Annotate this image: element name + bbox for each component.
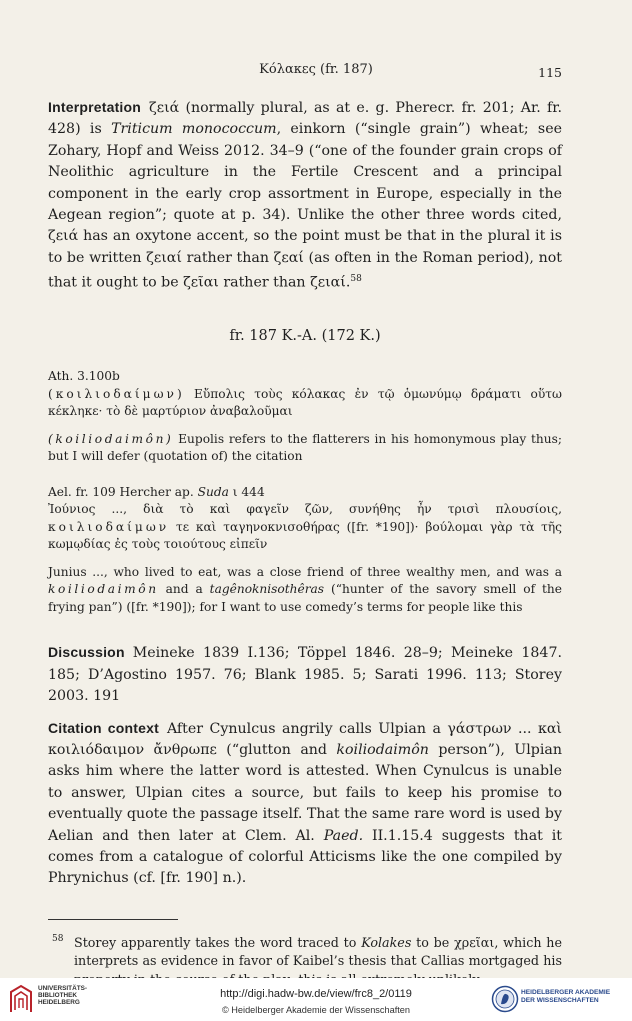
aelian-translation: Junius ..., who lived to eat, was a close friend of three wealthy men, and was a koiliodaimôn and a tagênoknisothêras (“hunter of the savory smell of the frying pan”) ([fr. *190]); for I want to use comedy’s terms for people like this [48,564,562,614]
footnote-number: 58 [52,933,64,944]
running-head: Κόλακες (fr. 187) [259,62,373,77]
aelian-greek: Ἰούνιος ..., διὰ τὸ καὶ φαγεῖν ζῶν, συνήθης ἦν τρισὶ πλουσίοις, κοιλιοδαίμων τε καὶ ταγηνοκνισοθήρας ([fr. *190])· βούλομαι γὰρ τὰ τῆς κωμῳδίας ἐς τοὺς τοιούτους εἰπεῖν [48,502,562,552]
page-body [48,97,562,989]
discussion-heading: Discussion [48,644,125,661]
discussion-paragraph: Discussion Meineke 1839 I.136; Töppel 1846. 28–9; Meineke 1847. 185; D’Agostino 1957. 76; Blank 1985. 5; Sarati 1996. 113; Storey 2003. 191 [48,644,562,705]
library-name: UNIVERSITÄTS- BIBLIOTHEK HEIDELBERG [38,985,87,1007]
aelian-source: Ael. fr. 109 Hercher ap. Suda ι 444 [48,484,265,499]
academy-logo-icon[interactable] [491,984,519,1014]
copyright-notice: © Heidelberger Akademie der Wissenschaften [221,1005,411,1015]
footnote: 58 Storey apparently takes the word traced to Kolakes to be χρεῖαι, which he interprets as evidence in favor of Kaibel’s thesis that Callias mortgaged his [48,934,562,990]
fragment-heading: fr. 187 K.-A. (172 K.) [229,328,381,345]
interpretation-paragraph: Interpretation ζειά (normally plural, as at e. g. Pherecr. fr. 201; Ar. fr. 428) is Triticum monococcum, einkorn (“single grain”) wheat; see Zohary, Hopf and Weiss 2012. 34–9 (“one of the founder grain crops of Neolithic agriculture in the Fertile Crescent and a principal component in the early crop assortment in Europe, especially in the Aegean region”; quote at p. 34). Unlike the other three words cited, ζειά has an oxytone accent, so the point must be that in the plural it is to be written ζειαί rather than ζεαί (as often in the Roman period), not that it ought to be ζεῖαι rather than ζειαί.$^{58}$ [48,99,562,291]
athenaeus-greek: (κοιλιοδαίμων) Εὔπολις τοὺς κόλακας ἐν τῷ ὁμωνύμῳ δράματι οὕτω κέκληκε· τὸ δὲ μαρτύριον ἀναβαλοῦμαι [48,386,562,419]
academy-name: HEIDELBERGER AKADEMIE DER WISSENSCHAFTEN [521,989,611,1004]
footnote-reference[interactable]: 58 [350,274,362,285]
interpretation-heading: Interpretation [48,99,142,115]
footnote-divider [48,919,178,920]
footer-bar [0,978,632,1021]
athenaeus-source: Ath. 3.100b [48,369,120,384]
page-number: 115 [538,65,562,80]
citation-context-paragraph: Citation context After Cynulcus angrily calls Ulpian a γάστρων ... καὶ κοιλιόδαιμον ἄνθρωπε (“glutton and koiliodaimôn person”), Ulpian asks him where the latter word is attested. When Cynulcus is unable to answer, Ulpian cites a source, but fails to keep his promise to eventually quote the passage itself. That the same rare word is used by Aelian and then later at Clem. Al. Paed. II.1.15.4 suggests that it comes from a catalogue of colorful Atticisms like the one compiled by Phrynichus (cf. [fr. 190] n.). [48,719,562,887]
athenaeus-translation: (koiliodaimôn) Eupolis refers to the flatterers in his homonymous play thus; but I will defer (quotation of) the citation [48,431,562,464]
permalink-url[interactable]: http://digi.hadw-bw.de/view/frc8_2/0119 [220,988,412,1000]
citation-context-heading: Citation context [48,719,159,736]
